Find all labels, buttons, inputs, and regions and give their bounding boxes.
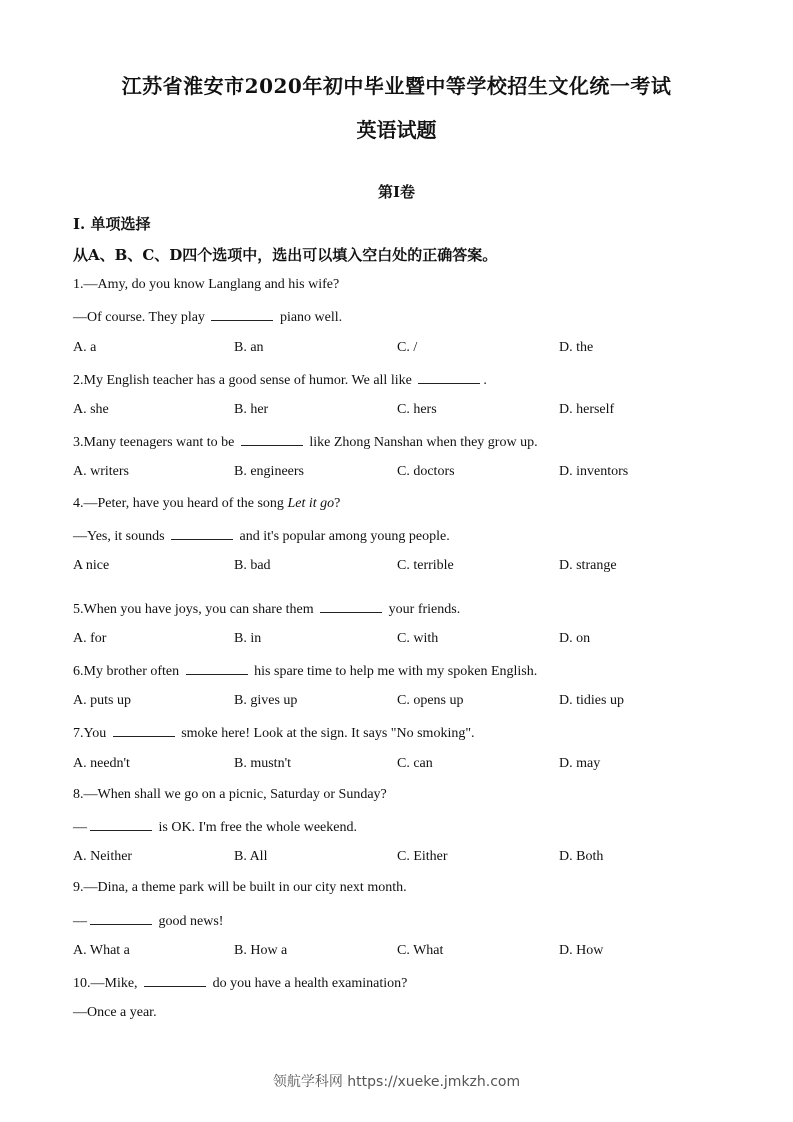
- question-text: is OK. I'm free the whole weekend.: [155, 820, 357, 835]
- question-6-line-1: [73, 662, 537, 680]
- question-text: 1.—Amy, do you know Langlang and his wife?: [73, 277, 340, 292]
- answer-blank: [241, 433, 303, 446]
- question-text: 7.You: [73, 726, 110, 741]
- option-d: D. tidies up: [559, 693, 624, 708]
- answer-blank: [90, 912, 152, 925]
- exam-subtitle: 英语试题: [356, 118, 437, 142]
- option-b: B. her: [234, 402, 269, 417]
- question-1-line-2: [73, 308, 342, 326]
- question-text: —Of course. They play: [73, 310, 209, 325]
- question-text: ?: [334, 496, 341, 511]
- exam-title: 江苏省淮安市2020年初中毕业暨中等学校招生文化统一考试: [121, 74, 672, 98]
- question-4-line-2: [73, 527, 450, 545]
- option-c: C. Either: [397, 849, 448, 864]
- answer-blank: [186, 662, 248, 675]
- option-b: B. All: [234, 849, 268, 864]
- question-7-line-1: [73, 724, 475, 742]
- question-10-line-2: [73, 1005, 157, 1021]
- option-a: A. Neither: [73, 849, 133, 864]
- option-d: D. How: [559, 943, 604, 958]
- question-text: 8.—When shall we go on a picnic, Saturday or Sunday?: [73, 787, 387, 802]
- section-instruction: 从A、B、C、D四个选项中，选出可以填入空白处的正确答案。: [73, 246, 498, 264]
- option-c: C. opens up: [397, 693, 464, 708]
- option-a: A. she: [73, 402, 109, 417]
- option-a: A. a: [73, 340, 97, 355]
- answer-blank: [144, 974, 206, 987]
- question-3-line-1: [73, 433, 538, 451]
- answer-blank: [90, 818, 152, 831]
- answer-blank: [418, 371, 480, 384]
- question-text: good news!: [155, 914, 224, 929]
- option-d: D. herself: [559, 402, 615, 417]
- question-text: 3.Many teenagers want to be: [73, 435, 238, 450]
- question-text: .: [483, 373, 487, 388]
- answer-blank: [320, 600, 382, 613]
- option-a: A. puts up: [73, 693, 131, 708]
- question-text: —Once a year.: [73, 1005, 157, 1020]
- question-text: 2.My English teacher has a good sense of humor. We all like: [73, 373, 416, 388]
- question-5-line-1: [73, 600, 460, 618]
- question-2-line-1: [73, 371, 487, 389]
- option-b: B. in: [234, 631, 262, 646]
- question-10-line-1: [73, 974, 407, 992]
- option-a: A. writers: [73, 464, 129, 479]
- option-a: A nice: [73, 558, 110, 573]
- option-b: B. an: [234, 340, 264, 355]
- question-text: 10.—Mike,: [73, 976, 142, 991]
- option-d: D. on: [559, 631, 591, 646]
- option-c: C. terrible: [397, 558, 454, 573]
- option-c: C. What: [397, 943, 444, 958]
- question-text: —Yes, it sounds: [73, 529, 169, 544]
- option-c: C. with: [397, 631, 439, 646]
- question-text: his spare time to help me with my spoken English.: [250, 664, 538, 679]
- question-1-line-1: [73, 277, 339, 293]
- option-b: B. bad: [234, 558, 271, 573]
- option-d: D. the: [559, 340, 594, 355]
- answer-blank: [211, 308, 273, 321]
- song-title: Let it go: [287, 496, 335, 511]
- option-d: D. strange: [559, 558, 617, 573]
- question-text: 5.When you have joys, you can share them: [73, 602, 318, 617]
- question-text: smoke here! Look at the sign. It says "No smoking".: [177, 726, 475, 741]
- option-c: C. doctors: [397, 464, 455, 479]
- question-9-line-1: [73, 880, 407, 896]
- footer-watermark: 领航学科网 https://xueke.jmkzh.com: [272, 1074, 521, 1090]
- question-text: do you have a health examination?: [209, 976, 408, 991]
- option-b: B. engineers: [234, 464, 304, 479]
- question-text: your friends.: [385, 602, 461, 617]
- question-8-line-2: [73, 818, 357, 836]
- question-text: —: [73, 914, 87, 929]
- question-4-line-1: [73, 496, 340, 512]
- question-text: —: [73, 820, 87, 835]
- option-c: C. /: [397, 340, 418, 355]
- option-a: A. for: [73, 631, 107, 646]
- question-text: 4.—Peter, have you heard of the song: [73, 496, 288, 511]
- question-text: piano well.: [276, 310, 343, 325]
- option-b: B. gives up: [234, 693, 298, 708]
- volume-label: 第I卷: [377, 183, 416, 201]
- question-text: like Zhong Nanshan when they grow up.: [305, 435, 538, 450]
- question-text: and it's popular among young people.: [236, 529, 450, 544]
- option-a: A. needn't: [73, 756, 130, 771]
- question-text: 9.—Dina, a theme park will be built in our city next month.: [73, 880, 407, 895]
- section-heading: I. 单项选择: [73, 215, 151, 233]
- option-c: C. can: [397, 756, 433, 771]
- question-9-line-2: [73, 912, 223, 930]
- answer-blank: [171, 527, 233, 540]
- question-text: 6.My brother often: [73, 664, 183, 679]
- option-a: A. What a: [73, 943, 130, 958]
- option-b: B. How a: [234, 943, 288, 958]
- answer-blank: [113, 724, 175, 737]
- question-8-line-1: [73, 787, 387, 803]
- option-d: D. may: [559, 756, 601, 771]
- option-b: B. mustn't: [234, 756, 291, 771]
- option-d: D. inventors: [559, 464, 629, 479]
- option-d: D. Both: [559, 849, 604, 864]
- option-c: C. hers: [397, 402, 437, 417]
